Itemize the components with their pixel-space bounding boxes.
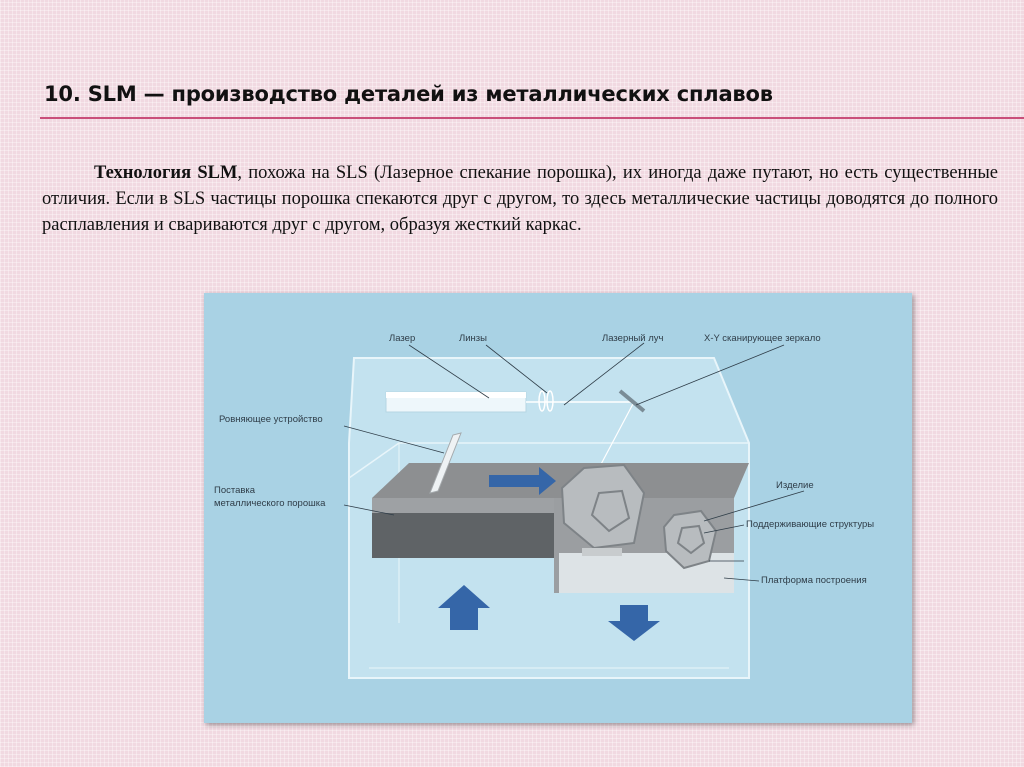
- support-structure: [582, 548, 622, 556]
- label-xy-mirror: X-Y сканирующее зеркало: [704, 333, 821, 344]
- label-powder-supply-2: металлического порошка: [214, 498, 326, 509]
- label-laser-beam: Лазерный луч: [602, 333, 664, 344]
- body-paragraph: [42, 160, 998, 238]
- build-down-arrow-shaft: [620, 605, 648, 621]
- paragraph-text: , похожа на SLS (Лазерное спекание порошка), их иногда даже путают, но есть существенные отличия. Если в SLS частицы порошка спекаются друг с другом, то здесь металлические частицы доводятся до полного расплавления и свариваются друг с другом, образуя жесткий каркас.: [42, 163, 998, 235]
- label-supports: Поддерживающие структуры: [746, 519, 875, 530]
- paragraph-bold-lead: Технология SLM: [94, 163, 238, 183]
- slm-diagram-svg: [204, 293, 912, 723]
- label-lenses: Линзы: [459, 333, 487, 344]
- label-laser: Лазер: [389, 333, 416, 344]
- title-underline: [40, 117, 1024, 119]
- label-part: Изделие: [776, 480, 814, 491]
- slm-diagram: [204, 293, 912, 723]
- slide-title: 10. SLM — производство деталей из металлических сплавов: [44, 82, 773, 106]
- label-leveling-device: Ровняющее устройство: [219, 414, 323, 425]
- label-platform: Платформа построения: [761, 575, 867, 586]
- powder-supply-top: [372, 498, 554, 513]
- laser-body-highlight: [386, 392, 526, 398]
- label-powder-supply-1: Поставка: [214, 485, 256, 496]
